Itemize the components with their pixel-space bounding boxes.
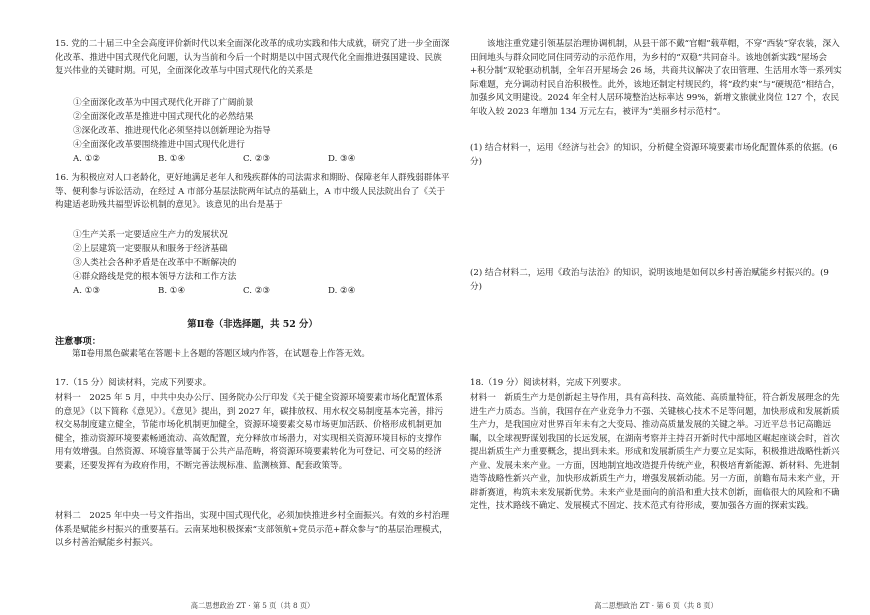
q18-material-1: 材料一 新质生产力是创新起主导作用，具有高科技、高效能、高质量特征，符合新发展理念的先进生产力质态。当前，我国存在产业竞争力不强、关键核心技术不足等问题，加快形成和发展新质生产力，是我国应对世界百年未有之大变局、推动高质量发展的关键之举。习近平总书记高瞻远瞩，以全球视野谋划我国的长远发展，在湖南考察并主持召开新时代中部地区崛起座谈会时，首次提出新质生产力重要概念，提出到未来。形成和发展新质生产力要立足实际，积极推进战略性新兴产业、发展未来产业。一方面，因地制宜地改造提升传统产业，积极培育新能源、新材料、先进制造等战略性新兴产业，加快形成新质生产力，增强发展新动能。另一方面，前瞻布局未来产业，开辟新赛道，构筑未来发展新优势。未来产业是面向的前沿和重大技术创新，面临很大的风险和不确定性，技术路线不确定、发展模式不固定、技术范式有待形成，要加强各方面的探索实践。 [470, 393, 840, 511]
q16-answer-a: A. ①③ [73, 286, 101, 296]
page-footer: 高二思想政治 ZT · 第 5 页（共 8 页） [190, 601, 315, 610]
section-title: 第Ⅱ卷（非选择题，共 52 分） [187, 319, 318, 330]
q17-material-2: 材料二 2025 年中央一号文件指出，实现中国式现代化，必须加快推进乡村全面振兴。有效的乡村治理体系是赋能乡村振兴的重要基石。云南某地积极探索“支部领航+党员示范+群众参与”的基层治理模式，以乡村善治赋能乡村振兴。 [55, 511, 450, 548]
q16-stem: 16. 为积极应对人口老龄化，更好地满足老年人和残疾群体的司法需求和期盼、保障老年人群残弱群体平等、便利参与诉讼活动，在经过 A 市部分基层法院两年试点的基础上，A 市中级人民法院出台了《关于构建适老助残共福型诉讼机制的意见》。该意见的出台是基于 [55, 173, 450, 210]
q17-sub-1: (1) 结合材料一，运用《经济与社会》的知识，分析健全资源环境要素市场化配置体系的依据。(6 分) [470, 143, 838, 167]
left-page [55, 0, 450, 615]
q18-stem: 18.（19 分）阅读材料，完成下列要求。 [470, 378, 627, 388]
q16-answer-b: B. ①④ [158, 286, 186, 296]
material-2-continuation: 该地注重党建引领基层治理协调机制，从县干部不戴“官帽”载草帽，不穿“西装”穿农装，深入田间地头与群众同吃同住同劳动的示范作用，为乡村的“双稳”共同奋斗。该地创新实践“屋场会+积分制”双轮驱动机制，全年召开屋场会 26 场，共商共议解决了农田管理、生活用水等一系列实际难题，充分调动村民自治积极性。此外，该地还制定村规民约，将“政约束”与“硬规范”相结合，加强乡风文明建设。2024 年全村人居环境整治达标率达 99%，新增文旅就业岗位 127 个，农民年收入较 2023 年增加 134 万元左右，被评为“美丽乡村示范村”。 [470, 39, 842, 117]
q16-answer-c: C. ②③ [243, 286, 271, 296]
q16-option-1: ①生产关系一定要适应生产力的发展状况 [73, 230, 228, 240]
q15-option-1: ①全面深化改革为中国式现代化开辟了广阔前景 [73, 98, 254, 108]
answer-space-1 [470, 172, 842, 267]
q17-stem: 17.（15 分）阅读材料，完成下列要求。 [55, 378, 212, 388]
q17-material-1: 材料一 2025 年 5 月，中共中央办公厅、国务院办公厅印发《关于健全资源环境要素市场化配置体系的意见》（以下简称《意见》）。《意见》提出，到 2027 年，碳排放权、用水权交易制度基本完善，排污权交易制度建立健全，节能市场化机制更加健全，资源环境要素交易市场更加活跃、价格形成机制更加健全，推动资源环境要素畅通流动、高效配置，充分释放市场潜力，对实现相关资源环境目标的支撑作用有效增强。自然资源、环境容量等属于公共产品范畴，将资源环境要素转化为可登记、可交易的经济要素，还要发挥有为政府作用，不断完善法规标准、监测核算、配套政策等。 [55, 393, 444, 471]
q16-option-2: ②上层建筑一定要服从和服务于经济基础 [73, 244, 228, 254]
notice-label: 注意事项： [55, 336, 101, 347]
right-page [470, 0, 842, 615]
q15-answer-a: A. ①② [73, 154, 101, 164]
q16-answer-d: D. ②④ [328, 286, 356, 296]
q17-sub-2: (2) 结合材料二，运用《政治与法治》的知识，说明该地是如何以乡村善治赋能乡村振兴的。(9 分) [470, 268, 829, 292]
q15-answer-d: D. ③④ [328, 154, 356, 164]
q16-option-3: ③人类社会各种矛盾是在改革中不断解决的 [73, 258, 237, 268]
q15-option-2: ②全面深化改革是推进中国式现代化的必然结果 [73, 112, 254, 122]
q15-option-3: ③深化改革、推进现代化必须坚持以创新理论为指导 [73, 126, 271, 136]
q15-answers [73, 153, 450, 167]
q16-option-4: ④群众路线是党的根本领导方法和工作方法 [73, 272, 237, 282]
q15-option-4: ④全面深化改革要围绕推进中国式现代化进行 [73, 140, 245, 150]
notice-text: 第Ⅱ卷用黑色碳素笔在答题卡上各题的答题区域内作答，在试题卷上作答无效。 [72, 349, 371, 359]
answer-space-2 [470, 297, 842, 375]
q15-stem: 15. 党的二十届三中全会高度评价新时代以来全面深化改革的成功实践和伟大成就，研究了进一步全面深化改革、推进中国式现代化问题，认为当前和今后一个时期是以中国式现代化全面推进强国建设、民族复兴伟业的关键时期。可见，全面深化改革与中国式现代化的关系是 [55, 39, 450, 76]
q15-answer-b: B. ①④ [158, 154, 186, 164]
q16-answers [73, 285, 450, 299]
page-footer: 高二思想政治 ZT · 第 6 页（共 8 页） [594, 601, 718, 610]
q15-answer-c: C. ②③ [243, 154, 271, 164]
